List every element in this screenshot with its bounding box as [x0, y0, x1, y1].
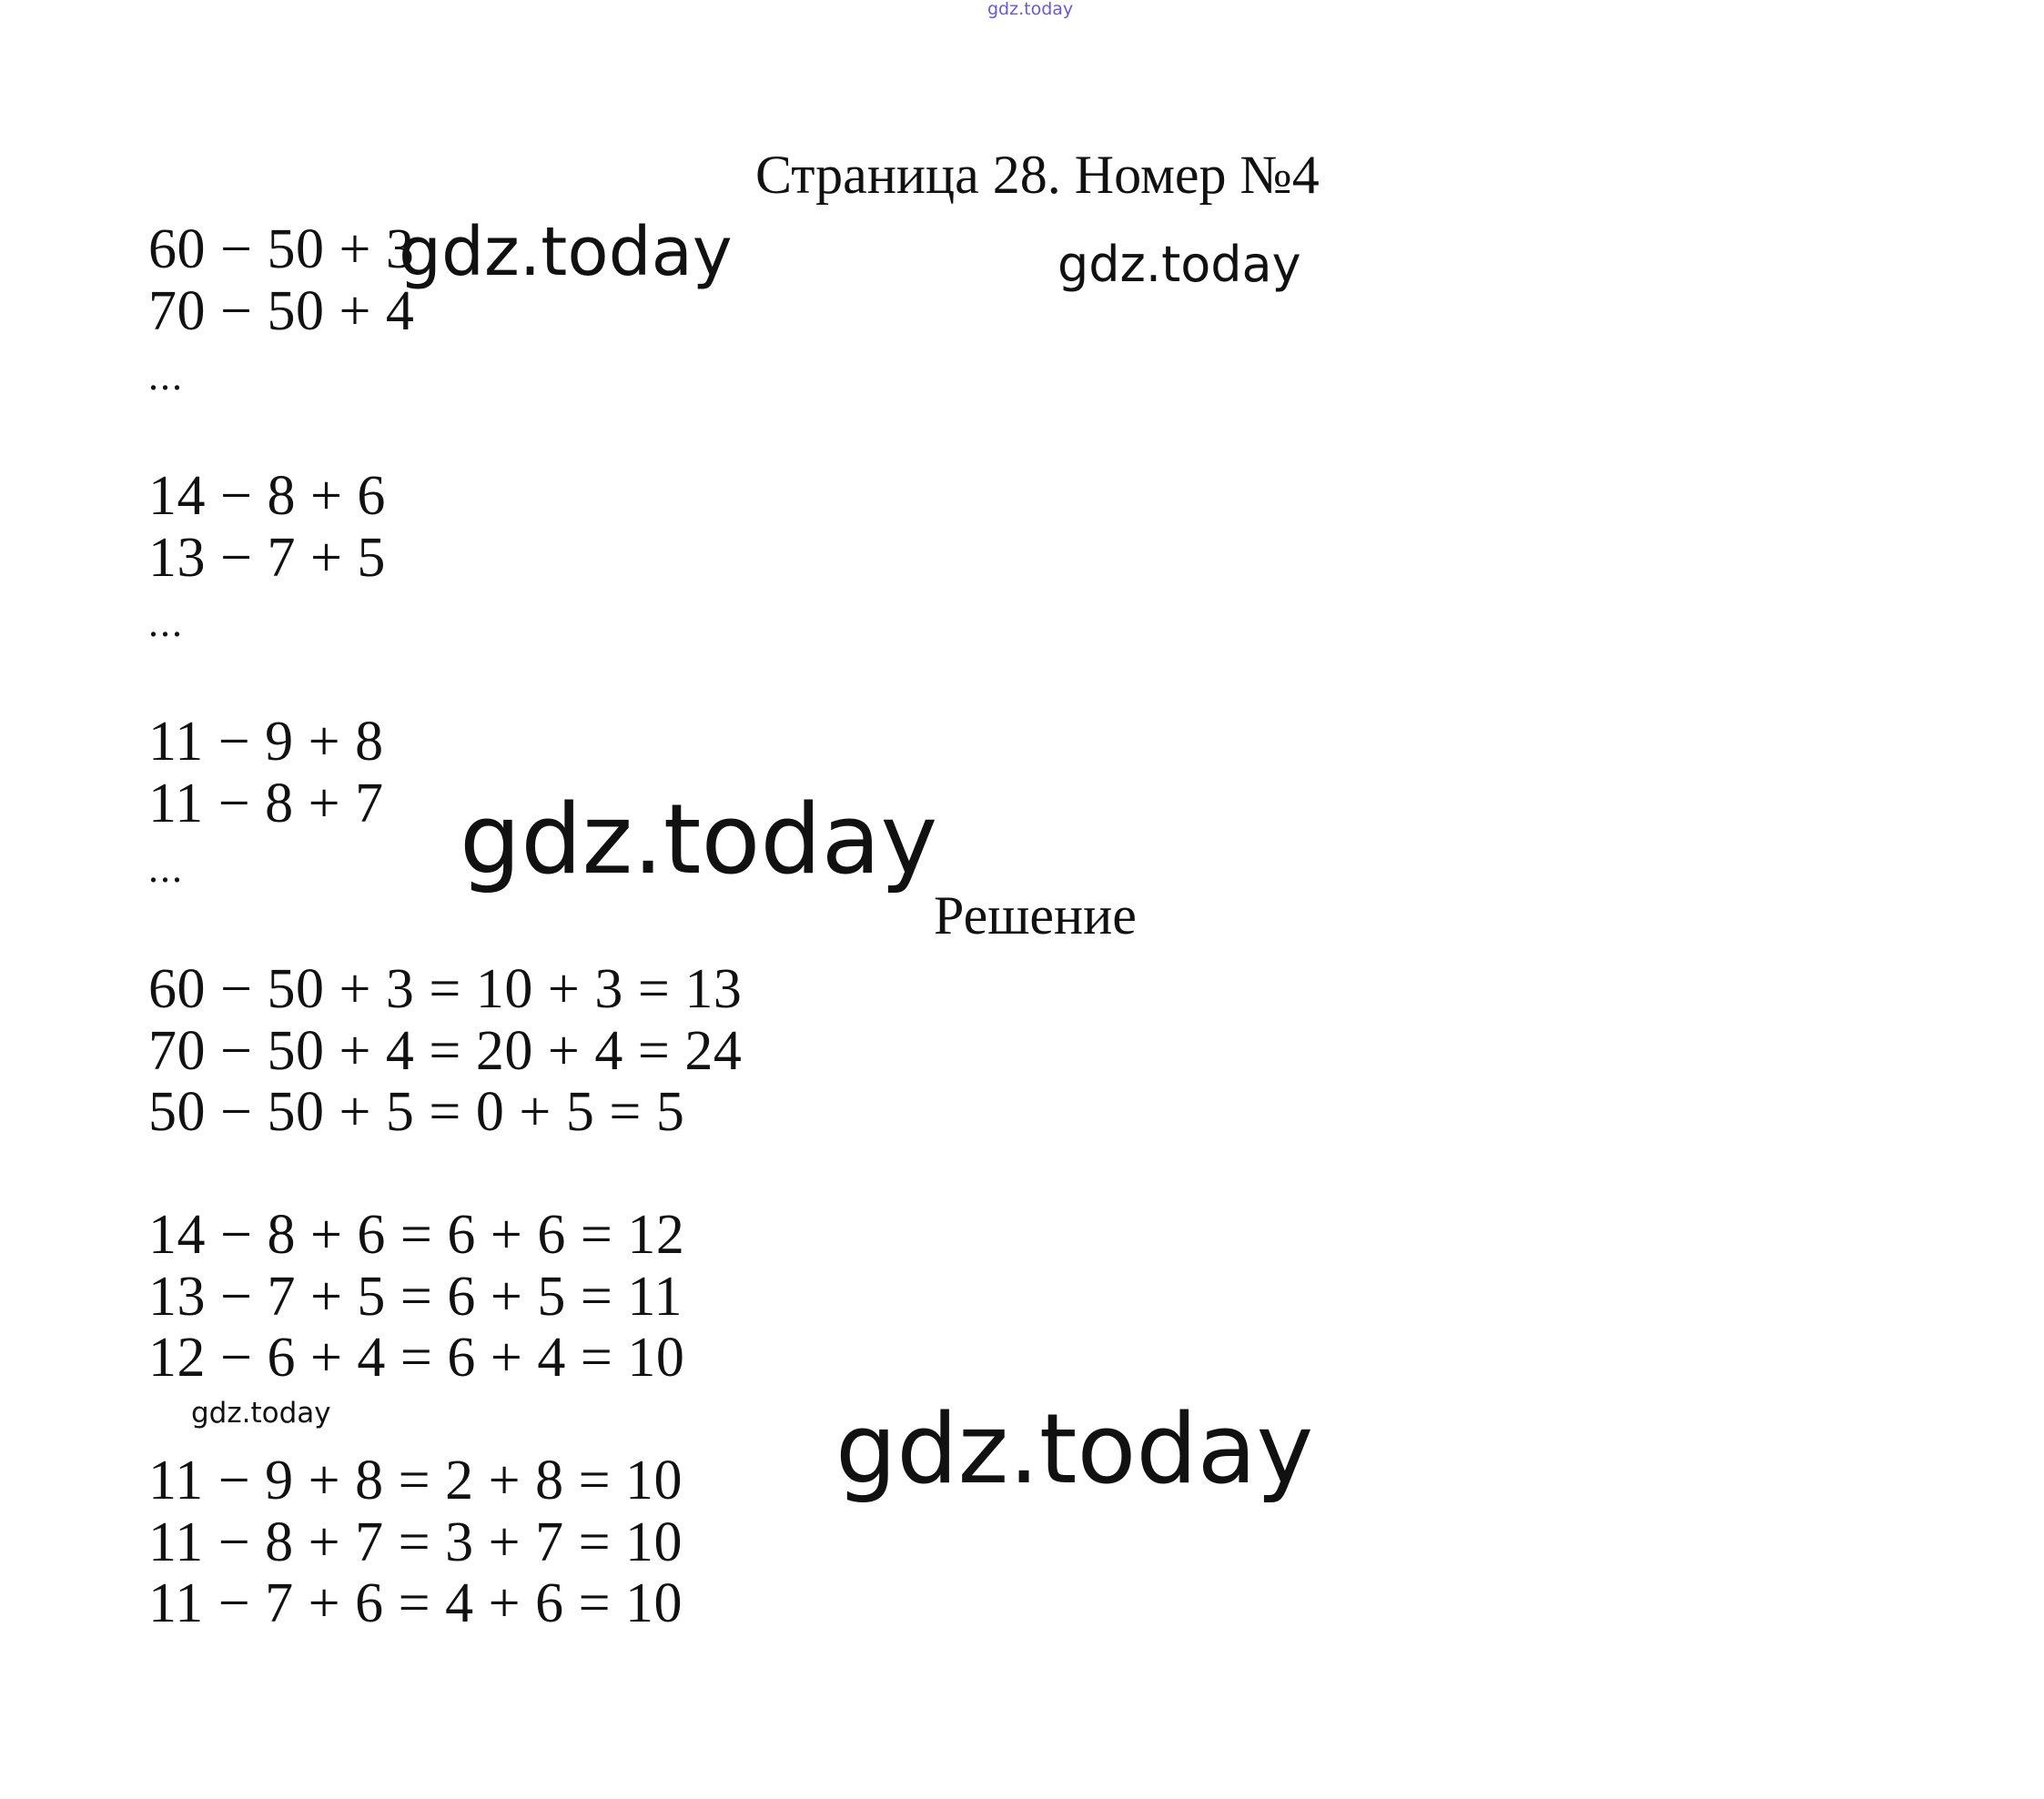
solution-line: 60 − 50 + 3 = 10 + 3 = 13 [148, 958, 743, 1020]
watermark-top: gdz.today [987, 0, 1074, 19]
watermark: gdz.today [399, 213, 733, 291]
task-ellipsis: ... [148, 846, 184, 891]
solution-line: 50 − 50 + 5 = 0 + 5 = 5 [148, 1081, 685, 1143]
task-ellipsis: ... [148, 354, 184, 399]
watermark: gdz.today [1057, 236, 1301, 293]
solution-line: 70 − 50 + 4 = 20 + 4 = 24 [148, 1020, 743, 1082]
watermark: gdz.today [460, 783, 938, 895]
solution-line: 11 − 8 + 7 = 3 + 7 = 10 [148, 1511, 683, 1573]
solution-line: 12 − 6 + 4 = 6 + 4 = 10 [148, 1327, 685, 1389]
solution-line: 14 − 8 + 6 = 6 + 6 = 12 [148, 1204, 685, 1266]
watermark: gdz.today [835, 1393, 1314, 1505]
task-ellipsis: ... [148, 601, 184, 645]
solution-title: Решение [934, 885, 1137, 945]
watermark: gdz.today [191, 1397, 331, 1430]
solution-line: 11 − 9 + 8 = 2 + 8 = 10 [148, 1450, 683, 1511]
solution-line: 11 − 7 + 6 = 4 + 6 = 10 [148, 1572, 683, 1634]
solution-line: 13 − 7 + 5 = 6 + 5 = 11 [148, 1266, 683, 1328]
task-line: 70 − 50 + 4 [148, 280, 415, 342]
page-title: Страница 28. Номер №4 [755, 145, 1320, 205]
task-line: 14 − 8 + 6 [148, 465, 386, 527]
task-line: 11 − 8 + 7 [148, 773, 384, 834]
task-line: 60 − 50 + 3 [148, 218, 415, 280]
task-line: 11 − 9 + 8 [148, 711, 384, 773]
task-line: 13 − 7 + 5 [148, 527, 386, 589]
